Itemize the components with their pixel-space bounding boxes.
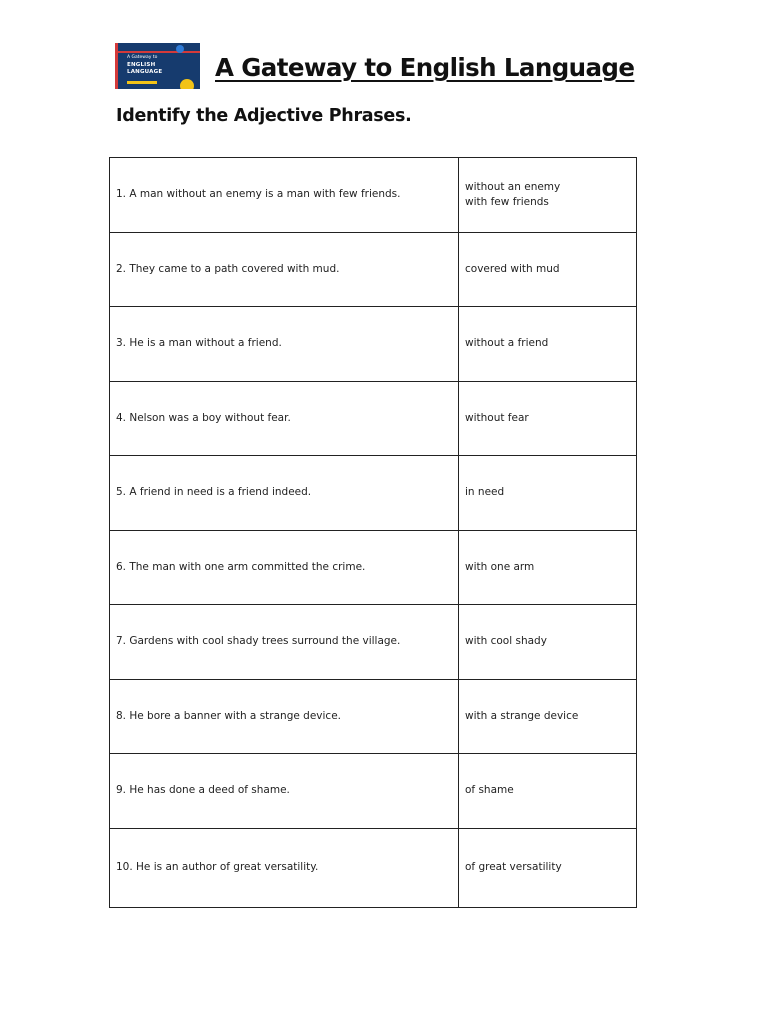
answer-cell (459, 605, 637, 680)
table-row (110, 158, 637, 233)
logo-sun-shape (180, 79, 194, 89)
answer-phrase: without fear (465, 411, 529, 424)
answer-cell (459, 307, 637, 382)
answer-cell (459, 754, 637, 829)
answer-cell (459, 530, 637, 605)
answer-cell (459, 456, 637, 531)
answer-cell (459, 381, 637, 456)
sentence-cell: 5. A friend in need is a friend indeed. (110, 456, 459, 531)
logo-dot (176, 45, 184, 53)
sentence-cell: 2. They came to a path covered with mud. (110, 232, 459, 307)
logo-top-rule (115, 51, 200, 53)
logo-stripe (115, 43, 118, 89)
answer-phrase: in need (465, 486, 505, 499)
page-title: A Gateway to English Language (215, 53, 635, 82)
sentence-cell: 3. He is a man without a friend. (110, 307, 459, 382)
sentence-cell: 9. He has done a deed of shame. (110, 754, 459, 829)
sentence-cell: 8. He bore a banner with a strange device. (110, 679, 459, 754)
answer-phrase: of shame (465, 784, 514, 797)
table-row (110, 381, 637, 456)
sentence-cell: 6. The man with one arm committed the crime. (110, 530, 459, 605)
answer-phrase: covered with mud (465, 262, 560, 275)
answer-phrase: without an enemy (465, 180, 561, 193)
answer-phrase: with few friends (465, 195, 549, 208)
table-row (110, 754, 637, 829)
brand-logo (115, 43, 200, 89)
table-row (110, 456, 637, 531)
answer-cell (459, 158, 637, 233)
table-row (110, 530, 637, 605)
sentence-cell: 7. Gardens with cool shady trees surround the village. (110, 605, 459, 680)
answer-cell (459, 679, 637, 754)
logo-line-2: LANGUAGE (127, 69, 163, 75)
table-row (110, 679, 637, 754)
logo-tag-bar (127, 81, 157, 84)
sentence-cell: 10. He is an author of great versatility. (110, 828, 459, 907)
table-row (110, 828, 637, 907)
sentence-cell: 4. Nelson was a boy without fear. (110, 381, 459, 456)
answer-phrase: with one arm (465, 560, 535, 573)
answer-phrase: with cool shady (465, 635, 547, 648)
table-row (110, 232, 637, 307)
sentence-cell: 1. A man without an enemy is a man with few friends. (110, 158, 459, 233)
exercise-instruction: Identify the Adjective Phrases. (116, 106, 412, 126)
logo-small-text: A Gateway to (127, 55, 158, 60)
answer-phrase: without a friend (465, 337, 549, 350)
exercise-table (109, 157, 637, 908)
table-row (110, 605, 637, 680)
answer-phrase: of great versatility (465, 861, 562, 873)
exercise-table-body (110, 158, 637, 908)
answer-cell (459, 828, 637, 907)
table-row (110, 307, 637, 382)
answer-cell (459, 232, 637, 307)
logo-line-1: ENGLISH (127, 62, 156, 68)
answer-phrase: with a strange device (465, 709, 579, 722)
